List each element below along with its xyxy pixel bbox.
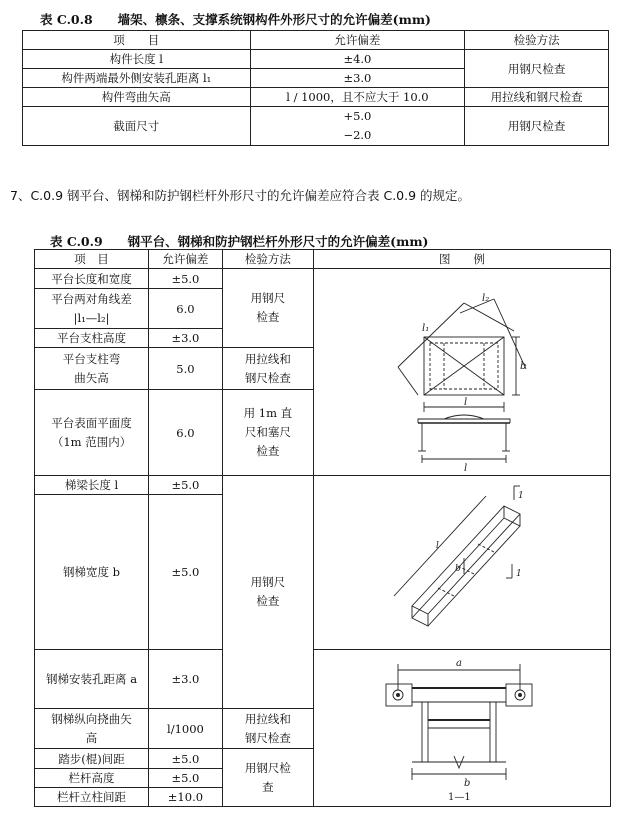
clause-paragraph: 7、C.0.9 钢平台、钢梯和防护钢栏杆外形尺寸的允许偏差应符合表 C.0.9 的规定。 — [10, 188, 471, 203]
label-l1: l₁ — [421, 323, 430, 334]
table2-method-1: 用钢尺 检查 — [222, 269, 313, 348]
label-ladder-b: b — [454, 563, 461, 574]
table2 — [34, 249, 611, 807]
label-ladder-l: l — [435, 540, 439, 551]
table1-row3-tol: l / 1000，且不应大于 10.0 — [250, 88, 465, 107]
table2-row1-tol: ±5.0 — [149, 269, 223, 289]
table2-row2-tol: 6.0 — [149, 289, 223, 329]
label-section-bottom: 1 — [515, 568, 522, 579]
label-l-plan: l — [463, 397, 468, 408]
table2-method-2: 用拉线和 钢尺检查 — [222, 348, 313, 390]
table2-method-3: 用 1m 直 尺和塞尺 检查 — [222, 390, 313, 476]
table2-row8-item: 钢梯安装孔距离 a — [35, 650, 149, 709]
table1-row2-item: 构件两端最外侧安装孔距离 l₁ — [23, 69, 251, 88]
table1-header-method: 检验方法 — [465, 31, 609, 50]
table2-row12-item: 栏杆立柱间距 — [35, 788, 149, 807]
table2-row10-tol: ±5.0 — [149, 749, 223, 769]
section-figure — [314, 650, 610, 806]
ladder-figure-cell — [313, 476, 610, 650]
table2-header-figure: 图 例 — [313, 250, 610, 269]
table2-method-4: 用钢尺 检查 — [222, 476, 313, 709]
label-section-b: b — [463, 778, 471, 789]
table2-row5-tol: 6.0 — [149, 390, 223, 476]
table2-row6-tol: ±5.0 — [149, 476, 223, 495]
table2-caption: 表 C.0.9 钢平台、钢梯和防护钢栏杆外形尺寸的允许偏差(mm) — [50, 234, 429, 249]
label-section-top: 1 — [517, 490, 524, 501]
label-a: a — [455, 658, 462, 669]
table1-row4-tol: +5.0 −2.0 — [250, 107, 465, 146]
table2-row3-tol: ±3.0 — [149, 329, 223, 348]
table2-row5-item: 平台表面平面度 （1m 范围内） — [35, 390, 149, 476]
table2-header-item: 项 目 — [35, 250, 149, 269]
table1-row2-tol: ±3.0 — [250, 69, 465, 88]
table2-row3-item: 平台支柱高度 — [35, 329, 149, 348]
platform-figure — [314, 269, 610, 475]
table1-row3-item: 构件弯曲矢高 — [23, 88, 251, 107]
label-section-title: 1—1 — [447, 792, 471, 803]
table1-row4-method: 用钢尺检查 — [465, 107, 609, 146]
table2-row7-item: 钢梯宽度 b — [35, 495, 149, 650]
table1-caption: 表 C.0.8 墙架、檩条、支撑系统钢构件外形尺寸的允许偏差(mm) — [40, 12, 431, 27]
table2-row6-item: 梯梁长度 l — [35, 476, 149, 495]
table1-method-shared: 用钢尺检查 — [465, 50, 609, 88]
table2-row9-item: 钢梯纵向挠曲矢 高 — [35, 709, 149, 749]
table2-header-tol: 允许偏差 — [149, 250, 223, 269]
table2-row4-item: 平台支柱弯 曲矢高 — [35, 348, 149, 390]
table2-header-method: 检验方法 — [222, 250, 313, 269]
label-b: b — [519, 361, 527, 372]
label-l-elev: l — [463, 463, 468, 474]
table1-header-tol: 允许偏差 — [250, 31, 465, 50]
table2-row10-item: 踏步(棍)间距 — [35, 749, 149, 769]
table2-row9-tol: l/1000 — [149, 709, 223, 749]
table2-row11-tol: ±5.0 — [149, 769, 223, 788]
table2-row1-item: 平台长度和宽度 — [35, 269, 149, 289]
table2-row7-tol: ±5.0 — [149, 495, 223, 650]
table2-row12-tol: ±10.0 — [149, 788, 223, 807]
table1-row4-item: 截面尺寸 — [23, 107, 251, 146]
table2-row11-item: 栏杆高度 — [35, 769, 149, 788]
table2-method-6: 用钢尺检 查 — [222, 749, 313, 807]
table2-row8-tol: ±3.0 — [149, 650, 223, 709]
table2-method-5: 用拉线和 钢尺检查 — [222, 709, 313, 749]
table1-header-item: 项 目 — [23, 31, 251, 50]
table1-row1-tol: ±4.0 — [250, 50, 465, 69]
table1-row3-method: 用拉线和钢尺检查 — [465, 88, 609, 107]
table1 — [22, 30, 609, 146]
label-l2: l₂ — [481, 293, 490, 304]
platform-figure-cell — [313, 269, 610, 476]
table2-row4-tol: 5.0 — [149, 348, 223, 390]
table2-row2-item: 平台两对角线差 |l₁—l₂| — [35, 289, 149, 329]
section-figure-cell — [313, 650, 610, 807]
ladder-figure — [314, 478, 610, 648]
table1-row1-item: 构件长度 l — [23, 50, 251, 69]
